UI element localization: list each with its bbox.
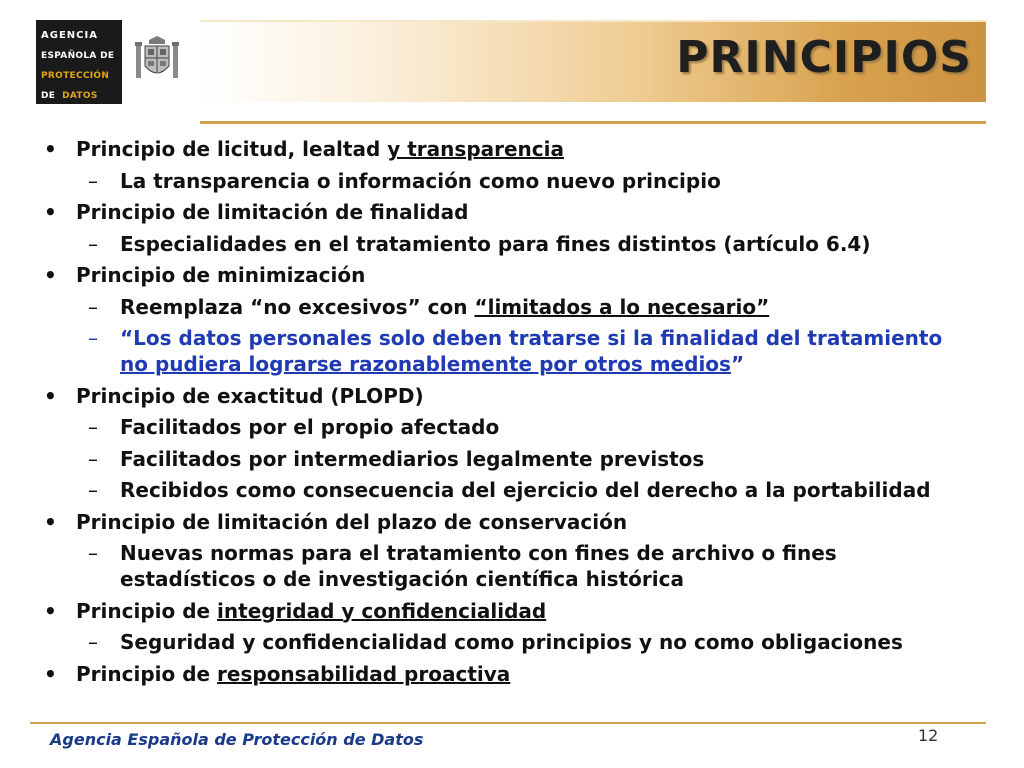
footer-divider — [30, 722, 986, 724]
dash-marker: – — [88, 630, 98, 654]
item-text: Facilitados por el propio afectado — [120, 415, 500, 439]
logo-line-4 — [41, 86, 118, 106]
bullet-marker: • — [44, 383, 57, 408]
bullet-marker: • — [44, 509, 57, 534]
item-text: Facilitados por intermediarios legalmente previstos — [120, 446, 705, 471]
dash-marker: – — [88, 231, 98, 256]
list-item — [44, 629, 974, 655]
list-item — [44, 168, 974, 194]
item-text: Principio de — [76, 598, 218, 623]
list-item — [44, 325, 974, 377]
item-text: Principio de limitación del plazo de conservación — [76, 509, 628, 534]
list-item — [44, 231, 974, 257]
dash-marker: – — [88, 415, 98, 439]
item-underlined-text: responsabilidad proactiva — [217, 661, 511, 686]
list-item — [44, 477, 974, 503]
list-item — [44, 414, 974, 440]
logo-line-4a: DE — [41, 91, 56, 101]
item-closing-quote: ” — [730, 352, 745, 376]
item-text: Principio de limitación de finalidad — [76, 200, 469, 224]
bullet-marker: • — [44, 137, 57, 161]
list-item — [44, 509, 974, 535]
agency-logo — [36, 20, 122, 104]
dash-marker: – — [88, 168, 98, 193]
list-item — [44, 262, 974, 288]
bullet-marker: • — [44, 661, 57, 686]
list-item — [44, 540, 974, 592]
item-text: Recibidos como consecuencia del ejercicio del derecho a la portabilidad — [120, 478, 931, 502]
list-item — [44, 136, 974, 162]
dash-marker: – — [88, 294, 98, 319]
logo-line-1: AGENCIA — [41, 30, 98, 41]
list-item — [44, 661, 974, 687]
footer-organization: Agencia Española de Protección de Datos — [50, 730, 424, 749]
item-text: La transparencia o información como nuevo principio — [120, 168, 721, 193]
page-title: PRINCIPIOS — [676, 32, 972, 83]
dash-marker: – — [88, 478, 98, 502]
coat-of-arms-icon — [134, 36, 180, 86]
item-underlined-text: “limitados a lo necesario” — [474, 294, 770, 319]
item-text: Principio de — [76, 661, 218, 686]
item-text: “Los datos personales solo deben tratarse si la finalidad del tratamiento — [120, 326, 943, 350]
bullet-marker: • — [44, 598, 57, 623]
item-underlined-text: y transparencia — [387, 137, 564, 161]
dash-marker: – — [88, 541, 98, 565]
list-item — [44, 598, 974, 624]
logo-line-3: PROTECCIÓN — [41, 71, 110, 81]
item-underlined-text: no pudiera lograrse razonablemente por otros medios — [120, 352, 731, 376]
logo-line-4b: DATOS — [62, 91, 98, 101]
item-text: Principio de minimización — [76, 263, 366, 287]
page-number: 12 — [918, 726, 939, 745]
bullet-marker: • — [44, 263, 57, 287]
item-text: Principio de licitud, lealtad — [76, 137, 388, 161]
item-text: Especialidades en el tratamiento para fines distintos (artículo 6.4) — [120, 231, 871, 256]
header-band — [200, 20, 986, 102]
list-item — [44, 199, 974, 225]
item-text: Reemplaza “no excesivos” con — [120, 294, 475, 319]
item-text: Nuevas normas para el tratamiento con fines de archivo o fines estadísticos o de investigación científica histórica — [120, 541, 837, 591]
principles-list — [44, 136, 974, 692]
item-underlined-text: integridad y confidencialidad — [217, 598, 547, 623]
header-divider — [200, 121, 986, 124]
dash-marker: – — [88, 446, 98, 471]
header-band-highlight — [200, 20, 986, 22]
list-item — [44, 294, 974, 320]
dash-marker: – — [88, 326, 98, 350]
item-text: Seguridad y confidencialidad como principios y no como obligaciones — [120, 630, 903, 654]
list-item — [44, 383, 974, 409]
list-item — [44, 446, 974, 472]
bullet-marker: • — [44, 200, 57, 224]
item-text: Principio de exactitud (PLOPD) — [76, 383, 424, 408]
logo-line-2: ESPAÑOLA DE — [41, 51, 115, 61]
